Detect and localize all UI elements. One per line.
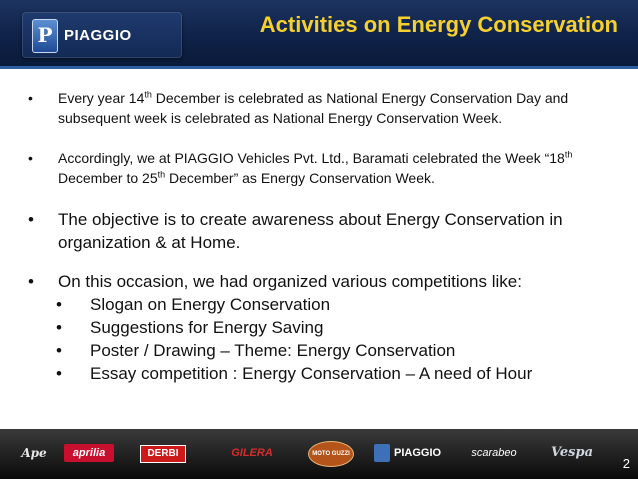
ape-logo: Ape xyxy=(21,446,47,460)
sub-bullet-text: Slogan on Energy Conservation xyxy=(90,295,331,314)
bullet-icon: • xyxy=(56,341,62,360)
bullet-text-4: On this occasion, we had organized various competitions like: xyxy=(58,272,522,291)
bullet-icon: • xyxy=(56,364,62,383)
bullet-icon: • xyxy=(56,318,62,337)
header-bar xyxy=(0,0,638,66)
bullet-icon: • xyxy=(28,90,33,106)
logo-text: PIAGGIO xyxy=(64,27,132,44)
slide-title: Activities on Energy Conservation xyxy=(259,12,618,37)
title-divider xyxy=(0,66,638,69)
bullet-icon: • xyxy=(28,272,34,291)
vespa-logo: Vespa xyxy=(551,445,593,460)
sub-bullet-text: Poster / Drawing – Theme: Energy Conservation xyxy=(90,341,456,360)
aprilia-logo: aprilia xyxy=(64,444,114,462)
derbi-logo: DERBI xyxy=(140,445,186,463)
scarabeo-logo: scarabeo xyxy=(471,447,517,459)
piaggio-mini-icon xyxy=(374,444,390,462)
page-number: 2 xyxy=(622,456,630,471)
bullet-icon: • xyxy=(28,210,34,229)
moto-guzzi-logo: MOTO GUZZI xyxy=(308,441,354,467)
piaggio-footer-logo: PIAGGIO xyxy=(374,441,464,465)
piaggio-logo xyxy=(22,12,182,58)
bullet-text-1: Every year 14th December is celebrated as National Energy Conservation Day and subsequent week is celebrated as National Energy Conservation Week. xyxy=(58,89,569,126)
footer-brand-bar xyxy=(0,429,638,479)
bullet-icon: • xyxy=(56,295,62,314)
bullet-text-2: Accordingly, we at PIAGGIO Vehicles Pvt. Ltd., Baramati celebrated the Week “18th December to 25th December” as Energy Conservation Week. xyxy=(58,149,573,186)
piaggio-emblem-icon: P xyxy=(32,19,58,53)
gilera-logo: GILERA xyxy=(231,447,273,459)
bullet-text-3: The objective is to create awareness about Energy Conservation in organization & at Home. xyxy=(58,210,563,252)
sub-bullet-text: Essay competition : Energy Conservation – A need of Hour xyxy=(90,364,533,383)
sub-bullet-text: Suggestions for Energy Saving xyxy=(90,318,324,337)
bullet-icon: • xyxy=(28,150,33,166)
